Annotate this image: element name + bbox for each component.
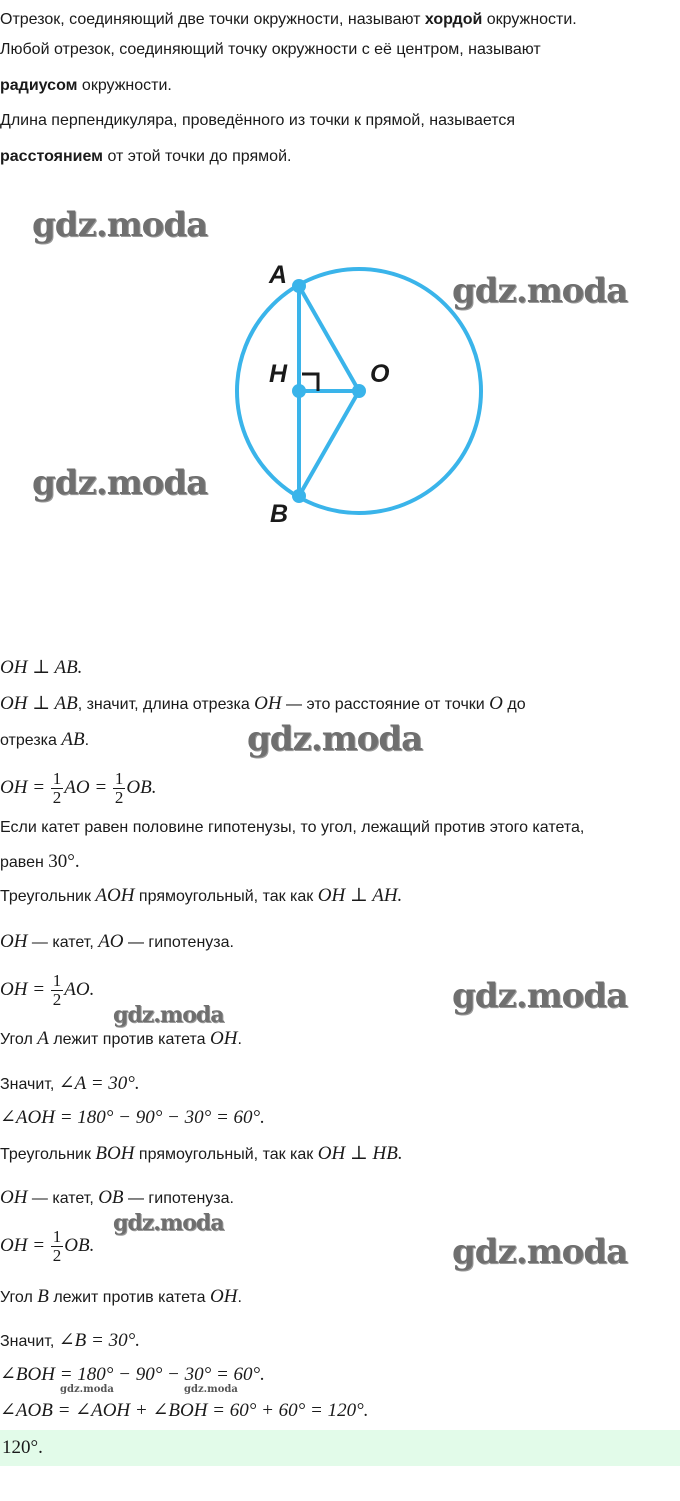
solution-line: ∠BOH = 180° − 90° − 30° = 60°. — [0, 1364, 265, 1385]
label-a: A — [269, 261, 288, 289]
label-b: B — [270, 500, 289, 528]
watermark: gdz.moda — [32, 205, 208, 245]
watermark: gdz.moda — [32, 463, 208, 503]
point-o — [352, 384, 366, 398]
watermark: gdz.moda — [247, 719, 423, 759]
watermark: gdz.moda — [113, 1210, 224, 1236]
definition-chord: Отрезок, соединяющий две точки окружности, называют хордой окружности. — [0, 11, 577, 28]
definition-radius-1: Любой отрезок, соединяющий точку окружности с её центром, называют — [0, 41, 541, 58]
solution-line: OH = $\frac{1}{2}$ AO. — [0, 971, 95, 1010]
solution-line: OH ⊥ AB. — [0, 657, 83, 678]
label-o: O — [370, 360, 390, 388]
answer-box — [0, 1430, 680, 1466]
solution-line: OH ⊥ AB, значит, длина отрезка OH — это расстояние от точки O до — [0, 693, 526, 714]
solution-line: OH = $\frac{1}{2}$ OB. — [0, 1227, 95, 1266]
solution-line: OH = $\frac{1}{2}$ AO = $\frac{1}{2}$ OB. — [0, 769, 157, 808]
answer-value: 120°. — [2, 1437, 43, 1458]
solution-line: Треугольник BOH прямоугольный, так как OH ⊥ HB. — [0, 1143, 403, 1164]
watermark: gdz.moda — [452, 271, 628, 311]
circle-figure — [0, 200, 680, 600]
solution-line: Угол B лежит против катета OH. — [0, 1286, 242, 1307]
point-b — [292, 489, 306, 503]
definition-distance-2: расстоянием от этой точки до прямой. — [0, 148, 292, 165]
solution-line: Угол A лежит против катета OH. — [0, 1028, 242, 1049]
label-h: H — [269, 360, 288, 388]
solution-line: OH — катет, OB — гипотенуза. — [0, 1187, 234, 1208]
fraction: $\frac{1}{2}$ — [114, 769, 124, 808]
watermark: gdz.moda — [60, 1384, 114, 1395]
solution-line: ∠AOB = ∠AOH + ∠BOH = 60° + 60° = 120°. — [0, 1400, 369, 1421]
solution-line: OH — катет, AO — гипотенуза. — [0, 931, 234, 952]
point-h — [292, 384, 306, 398]
solution-line: Треугольник AOH прямоугольный, так как OH ⊥ AH. — [0, 885, 403, 906]
fraction: $\frac{1}{2}$ — [52, 971, 62, 1010]
definition-distance-1: Длина перпендикуляра, проведённого из точки к прямой, называется — [0, 112, 516, 129]
fraction: $\frac{1}{2}$ — [52, 769, 62, 808]
solution-line: Если катет равен половине гипотенузы, то угол, лежащий против этого катета, — [0, 819, 585, 836]
solution-line: равен 30°. — [0, 851, 80, 872]
watermark: gdz.moda — [184, 1384, 238, 1395]
watermark: gdz.moda — [452, 1232, 628, 1272]
solution-line: ∠AOH = 180° − 90° − 30° = 60°. — [0, 1107, 265, 1128]
solution-line: Значит, ∠A = 30°. — [0, 1073, 140, 1094]
solution-line: Значит, ∠B = 30°. — [0, 1330, 140, 1351]
radius-bo — [299, 391, 359, 496]
watermark: gdz.moda — [452, 976, 628, 1016]
definition-radius-2: радиусом окружности. — [0, 77, 172, 94]
point-a — [292, 279, 306, 293]
solution-line: отрезка AB. — [0, 729, 90, 750]
fraction: $\frac{1}{2}$ — [52, 1227, 62, 1266]
watermark: gdz.moda — [113, 1002, 224, 1028]
